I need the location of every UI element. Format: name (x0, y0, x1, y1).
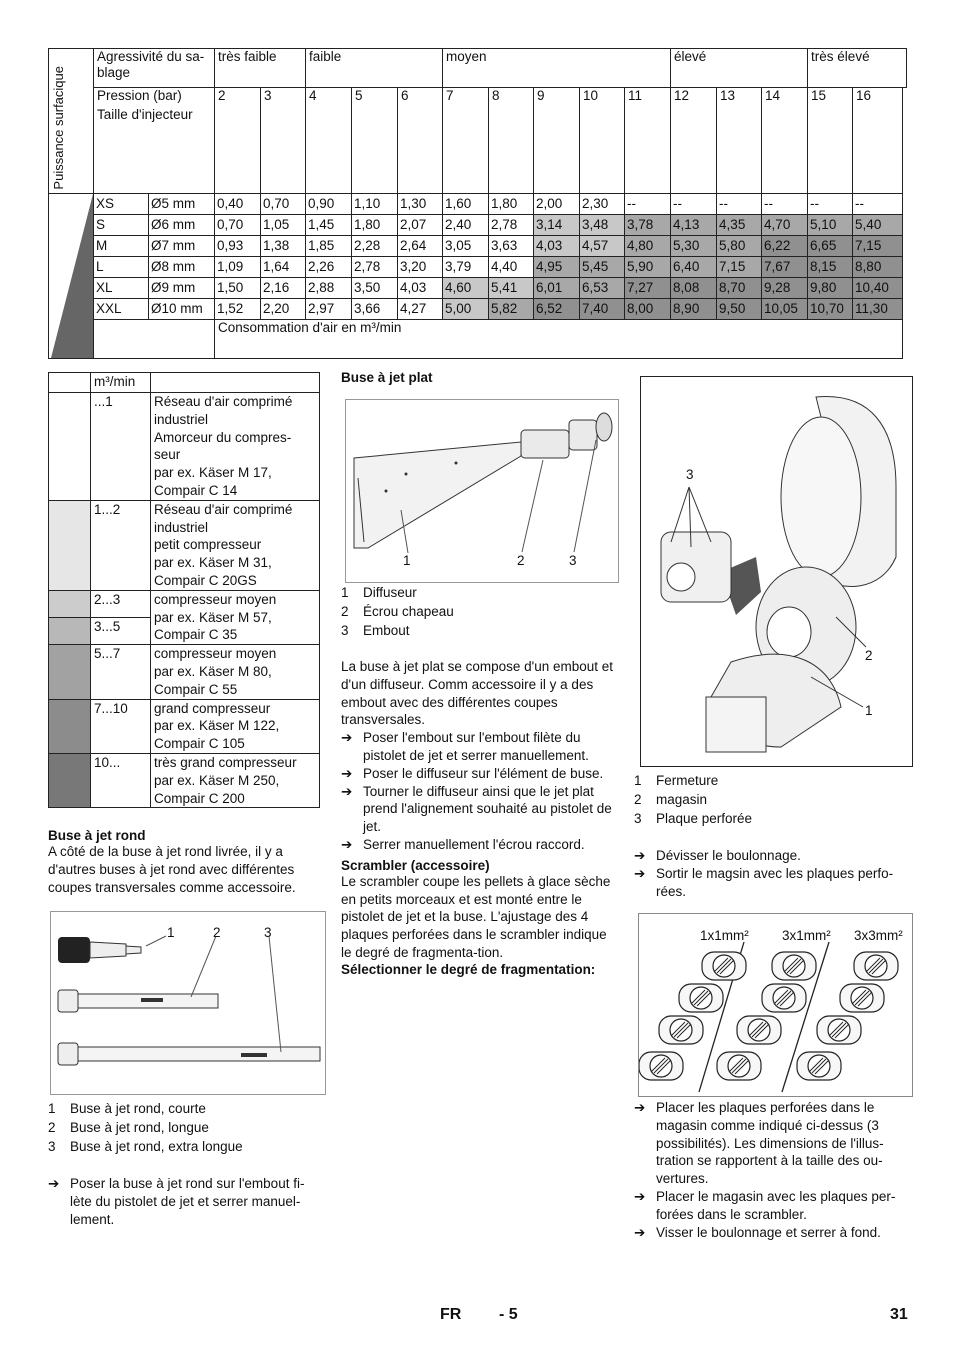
scrambler-steps-1 (634, 847, 910, 900)
consumption-value: -- (625, 194, 671, 215)
range-cell: 2...3 (91, 590, 151, 617)
consumption-value: 2,28 (352, 236, 398, 257)
consumption-value: 6,65 (808, 236, 853, 257)
range-cell: 1...2 (91, 500, 151, 590)
step-item: ➔ Visser le boulonnage et serrer à fond. (634, 1224, 881, 1240)
consumption-value: 7,67 (762, 257, 808, 278)
consumption-value: 0,90 (306, 194, 352, 215)
legend-item: 1 Diffuseur (341, 585, 417, 600)
consumption-value: 4,03 (398, 278, 443, 299)
flat-callout-2: 2 (517, 553, 525, 568)
pressure-value: 14 (762, 88, 808, 194)
range-cell: 3...5 (91, 617, 151, 644)
side-label: Puissance surfacique (51, 66, 66, 190)
round-callout-1: 1 (167, 925, 175, 940)
consumption-value: 5,41 (489, 278, 534, 299)
consumption-value: 8,00 (625, 299, 671, 320)
color-swatch (49, 699, 91, 753)
consumption-value: 5,82 (489, 299, 534, 320)
nozzle-diameter: Ø7 mm (149, 236, 215, 257)
flat-nozzle-illustration (346, 400, 618, 582)
aggressivity-level: élevé (671, 49, 808, 88)
aggressivity-level: très élevé (808, 49, 907, 88)
consumption-value: 9,28 (762, 278, 808, 299)
footer-section: - 5 (499, 1306, 518, 1323)
consumption-value: -- (808, 194, 853, 215)
consumption-value: 8,70 (717, 278, 762, 299)
consumption-value: 2,64 (398, 236, 443, 257)
compressor-table (48, 372, 320, 808)
consumption-value: -- (853, 194, 903, 215)
nozzle-size: XL (94, 278, 149, 299)
flat-callout-3: 3 (569, 553, 577, 568)
consumption-value: 4,13 (671, 215, 717, 236)
consumption-value: 6,01 (534, 278, 580, 299)
consumption-value: 1,10 (352, 194, 398, 215)
compressor-row (49, 393, 320, 501)
nozzle-size: L (94, 257, 149, 278)
consumption-value: 7,40 (580, 299, 625, 320)
step-item: ➔ Placer les plaques perforées dans le magasin comme indiqué ci-dessus (3 possibilités). Les dimensions de l'illus-tration se rapportent à la taille des ou-vertures. (634, 1100, 884, 1187)
consumption-value: 1,80 (489, 194, 534, 215)
round-nozzle-steps (48, 1175, 323, 1228)
color-swatch (49, 753, 91, 807)
aggressivity-row (49, 49, 907, 88)
pressure-value: 4 (306, 88, 352, 194)
gradient-cell (49, 194, 94, 359)
description-cell: compresseur moyen par ex. Käser M 57, Compair C 35 (151, 590, 320, 644)
consumption-value: 11,30 (853, 299, 903, 320)
nozzle-row (49, 257, 907, 278)
consumption-value: 2,78 (352, 257, 398, 278)
step-item: ➔ Dévisser le boulonnage. (634, 848, 801, 863)
consumption-value: 4,80 (625, 236, 671, 257)
pressure-value: 2 (215, 88, 261, 194)
empty-cell (94, 320, 215, 359)
step-item: ➔ Placer le magasin avec les plaques per-forées dans le scrambler. (634, 1188, 896, 1222)
perforated-plate-icon (717, 1052, 761, 1080)
round-nozzle-heading: Buse à jet rond (48, 828, 146, 843)
flat-callout-1: 1 (403, 553, 411, 568)
range-cell: 7...10 (91, 699, 151, 753)
consumption-value: 6,22 (762, 236, 808, 257)
nozzle-row (49, 236, 907, 257)
consumption-value: 3,79 (443, 257, 489, 278)
consumption-value: 1,64 (261, 257, 306, 278)
consumption-value: 0,70 (261, 194, 306, 215)
arrow-icon: ➔ (341, 730, 353, 746)
compressor-row (49, 699, 320, 753)
intensity-triangle (49, 194, 93, 358)
description-cell: très grand compresseur par ex. Käser M 250, Compair C 200 (151, 753, 320, 807)
consumption-value: 4,35 (717, 215, 762, 236)
consumption-value: 4,60 (443, 278, 489, 299)
scrambler-text: Le scrambler coupe les pellets à glace sèche en petits morceaux et est monté entre le pistolet de jet et la buse. L'ajustage des 4 plaques perforées dans le scrambler indique le degré de fragmenta-tion. (341, 873, 611, 960)
consumption-value: 1,60 (443, 194, 489, 215)
consumption-value: 1,45 (306, 215, 352, 236)
perforated-plate-icon (659, 1016, 703, 1044)
step-item: ➔ Sortir le magsin avec les plaques perfo-rées. (634, 865, 894, 899)
consumption-value: -- (671, 194, 717, 215)
consumption-value: 1,30 (398, 194, 443, 215)
description-cell: Réseau d'air comprimé industriel petit compresseur par ex. Käser M 31, Compair C 20GS (151, 500, 320, 590)
consumption-value: 3,78 (625, 215, 671, 236)
nozzle-diameter: Ø8 mm (149, 257, 215, 278)
arrow-icon: ➔ (48, 1176, 60, 1191)
consumption-value: 2,07 (398, 215, 443, 236)
consumption-value: 2,00 (534, 194, 580, 215)
perforated-plate-icon (679, 984, 723, 1012)
consumption-value: 10,40 (853, 278, 903, 299)
perforated-plate-icon (762, 984, 806, 1012)
round-nozzle-intro: A côté de la buse à jet rond livrée, il y a d'autres buses à jet rond avec différentes coupes transversales comme accessoire. (48, 844, 296, 895)
perforated-plate-icon (840, 984, 884, 1012)
legend-item: 3 Embout (341, 623, 410, 638)
arrow-icon: ➔ (634, 1188, 646, 1204)
consumption-value: 0,93 (215, 236, 261, 257)
side-label-cell (49, 49, 94, 194)
pressure-value: 16 (853, 88, 903, 194)
pressure-label: Pression (bar) (94, 88, 215, 108)
nozzle-row (49, 194, 907, 215)
perforated-plate-icon (797, 1052, 841, 1080)
description-cell: grand compresseur par ex. Käser M 122, Compair C 105 (151, 699, 320, 753)
consumption-value: 3,50 (352, 278, 398, 299)
consumption-value: 3,05 (443, 236, 489, 257)
nozzle-diameter: Ø5 mm (149, 194, 215, 215)
empty-cell (49, 373, 91, 393)
legend-item: 1 Fermeture (634, 773, 719, 788)
color-swatch (49, 500, 91, 590)
round-nozzle-figure (50, 911, 326, 1095)
consumption-value: 5,45 (580, 257, 625, 278)
consumption-value: 7,27 (625, 278, 671, 299)
pressure-value: 12 (671, 88, 717, 194)
consumption-value: 10,05 (762, 299, 808, 320)
nozzle-row (49, 215, 907, 236)
consumption-value: 2,97 (306, 299, 352, 320)
scrambler-heading: Scrambler (accessoire) (341, 857, 490, 873)
pressure-value: 5 (352, 88, 398, 194)
arrow-icon: ➔ (341, 783, 353, 799)
legend-item: 3 Buse à jet rond, extra longue (48, 1139, 243, 1154)
consumption-value: 1,52 (215, 299, 261, 320)
pressure-value: 6 (398, 88, 443, 194)
empty-cell (151, 373, 320, 393)
consumption-value: 5,80 (717, 236, 762, 257)
nozzle-size: XXL (94, 299, 149, 320)
nozzle-size: XS (94, 194, 149, 215)
color-swatch (49, 617, 91, 644)
pressure-value: 10 (580, 88, 625, 194)
nozzle-size: S (94, 215, 149, 236)
footer-language: FR (440, 1306, 462, 1323)
consumption-value: 2,40 (443, 215, 489, 236)
plate-label-1x1: 1x1mm² (700, 928, 749, 943)
nozzle-row (49, 278, 907, 299)
round-nozzle-legend (48, 1099, 323, 1156)
consumption-label: Consommation d'air en m³/min (215, 320, 903, 359)
consumption-value: 5,40 (853, 215, 903, 236)
consumption-value: 3,63 (489, 236, 534, 257)
aggressivity-level: moyen (443, 49, 671, 88)
compressor-row (49, 645, 320, 699)
consumption-value: 2,20 (261, 299, 306, 320)
consumption-value: 8,15 (808, 257, 853, 278)
consumption-value: 3,20 (398, 257, 443, 278)
legend-item: 3 Plaque perforée (634, 811, 753, 826)
consumption-value: 5,10 (808, 215, 853, 236)
consumption-value: 4,03 (534, 236, 580, 257)
consumption-value: 0,40 (215, 194, 261, 215)
scrambler-figure (640, 376, 913, 767)
step-item: ➔ Tourner le diffuseur ainsi que le jet plat prend l'alignement souhaité au pistolet de jet. (341, 783, 612, 835)
round-nozzle-illustration (51, 912, 325, 1094)
range-cell: ...1 (91, 393, 151, 501)
arrow-icon: ➔ (341, 765, 353, 781)
nozzle-label: Taille d'injecteur (94, 107, 215, 194)
flat-nozzle-heading: Buse à jet plat (341, 370, 433, 385)
fragmentation-heading: Sélectionner le degré de fragmentation: (341, 961, 596, 977)
consumption-value: 1,85 (306, 236, 352, 257)
consumption-value: 1,38 (261, 236, 306, 257)
consumption-value: 5,30 (671, 236, 717, 257)
perforated-plate-icon (702, 952, 746, 980)
consumption-value: 2,88 (306, 278, 352, 299)
footer-page-number: 31 (890, 1306, 908, 1323)
consumption-value: 2,16 (261, 278, 306, 299)
scrambler-callout-3: 3 (686, 467, 694, 482)
consumption-value: 10,70 (808, 299, 853, 320)
compressor-row (49, 590, 320, 617)
nozzle-diameter: Ø9 mm (149, 278, 215, 299)
consumption-value: 4,40 (489, 257, 534, 278)
consumption-value: 6,52 (534, 299, 580, 320)
step-item: ➔ Poser l'embout sur l'embout filète du pistolet de jet et serrer manuellement. (341, 730, 589, 763)
color-swatch (49, 645, 91, 699)
consumption-value: 5,90 (625, 257, 671, 278)
scrambler-steps-2 (634, 1099, 910, 1241)
pressure-row (49, 88, 907, 108)
arrow-icon: ➔ (341, 836, 353, 852)
range-cell: 10... (91, 753, 151, 807)
description-cell: compresseur moyen par ex. Käser M 80, Compair C 55 (151, 645, 320, 699)
arrow-icon: ➔ (634, 1100, 646, 1115)
color-swatch (49, 393, 91, 501)
flat-nozzle-text (341, 658, 616, 977)
consumption-value: 4,95 (534, 257, 580, 278)
unit-header: m³/min (91, 373, 151, 393)
consumption-value: 6,53 (580, 278, 625, 299)
nozzle-diameter: Ø10 mm (149, 299, 215, 320)
arrow-icon: ➔ (634, 848, 646, 863)
consumption-value: 9,50 (717, 299, 762, 320)
plate-label-3x3: 3x3mm² (854, 928, 903, 943)
aggressivity-label: Agressivité du sa-blage (94, 49, 215, 88)
consumption-value: -- (762, 194, 808, 215)
arrow-icon: ➔ (634, 865, 646, 881)
consumption-value: 3,48 (580, 215, 625, 236)
step-item: ➔ Poser la buse à jet rond sur l'embout fi-lète du pistolet de jet et serrer manuel-lement. (48, 1176, 305, 1227)
aggressivity-level: très faible (215, 49, 306, 88)
pressure-value: 13 (717, 88, 762, 194)
flat-nozzle-intro: La buse à jet plat se compose d'un embout et d'un diffuseur. Comm accessoire il y a des embout avec des différentes coupes transversales. (341, 659, 614, 728)
pressure-value: 9 (534, 88, 580, 194)
consumption-value: 4,57 (580, 236, 625, 257)
plates-figure (638, 913, 913, 1097)
flat-nozzle-figure (345, 399, 619, 583)
air-table-header (49, 373, 320, 393)
nozzle-row (49, 299, 907, 320)
color-swatch (49, 590, 91, 617)
consumption-value: 2,30 (580, 194, 625, 215)
consumption-value: -- (717, 194, 762, 215)
aggressivity-level: faible (306, 49, 443, 88)
round-callout-3: 3 (264, 925, 272, 940)
consumption-value: 8,80 (853, 257, 903, 278)
consumption-value: 3,14 (534, 215, 580, 236)
nozzle-diameter: Ø6 mm (149, 215, 215, 236)
round-nozzle-section (48, 828, 323, 896)
pressure-value: 7 (443, 88, 489, 194)
consumption-value: 8,08 (671, 278, 717, 299)
compressor-row (49, 500, 320, 590)
scrambler-callout-2: 2 (865, 648, 873, 663)
consumption-table (48, 48, 907, 359)
nozzle-size: M (94, 236, 149, 257)
plate-label-3x1: 3x1mm² (782, 928, 831, 943)
pressure-value: 11 (625, 88, 671, 194)
arrow-icon: ➔ (634, 1224, 646, 1240)
consumption-value: 5,00 (443, 299, 489, 320)
legend-item: 1 Buse à jet rond, courte (48, 1101, 206, 1116)
scrambler-callout-1: 1 (865, 703, 873, 718)
consumption-value: 7,15 (717, 257, 762, 278)
scrambler-legend (634, 771, 914, 828)
consumption-value: 7,15 (853, 236, 903, 257)
consumption-value: 4,70 (762, 215, 808, 236)
consumption-value: 4,27 (398, 299, 443, 320)
legend-item: 2 magasin (634, 792, 708, 807)
consumption-value: 3,66 (352, 299, 398, 320)
legend-item: 2 Écrou chapeau (341, 604, 454, 619)
compressor-row (49, 753, 320, 807)
perforated-plate-icon (854, 952, 898, 980)
round-callout-2: 2 (213, 925, 221, 940)
consumption-value: 1,80 (352, 215, 398, 236)
perforated-plate-icon (772, 952, 816, 980)
consumption-value: 1,05 (261, 215, 306, 236)
perforated-plate-icon (639, 1052, 683, 1080)
consumption-value: 9,80 (808, 278, 853, 299)
consumption-value: 8,90 (671, 299, 717, 320)
pressure-value: 15 (808, 88, 853, 194)
step-item: ➔ Poser le diffuseur sur l'élément de buse. (341, 765, 604, 781)
step-item: ➔ Serrer manuellement l'écrou raccord. (341, 836, 585, 852)
consumption-value: 2,78 (489, 215, 534, 236)
consumption-value: 1,50 (215, 278, 261, 299)
perforated-plate-icon (737, 1016, 781, 1044)
consumption-value: 6,40 (671, 257, 717, 278)
consumption-label-row (49, 320, 907, 359)
perforated-plate-icon (817, 1016, 861, 1044)
range-cell: 5...7 (91, 645, 151, 699)
consumption-value: 2,26 (306, 257, 352, 278)
description-cell: Réseau d'air comprimé industriel Amorceur du compres-seur par ex. Käser M 17, Compair C 14 (151, 393, 320, 501)
consumption-value: 0,70 (215, 215, 261, 236)
pressure-value: 3 (261, 88, 306, 194)
legend-item: 2 Buse à jet rond, longue (48, 1120, 209, 1135)
flat-nozzle-legend (341, 583, 621, 640)
pressure-value: 8 (489, 88, 534, 194)
consumption-value: 1,09 (215, 257, 261, 278)
